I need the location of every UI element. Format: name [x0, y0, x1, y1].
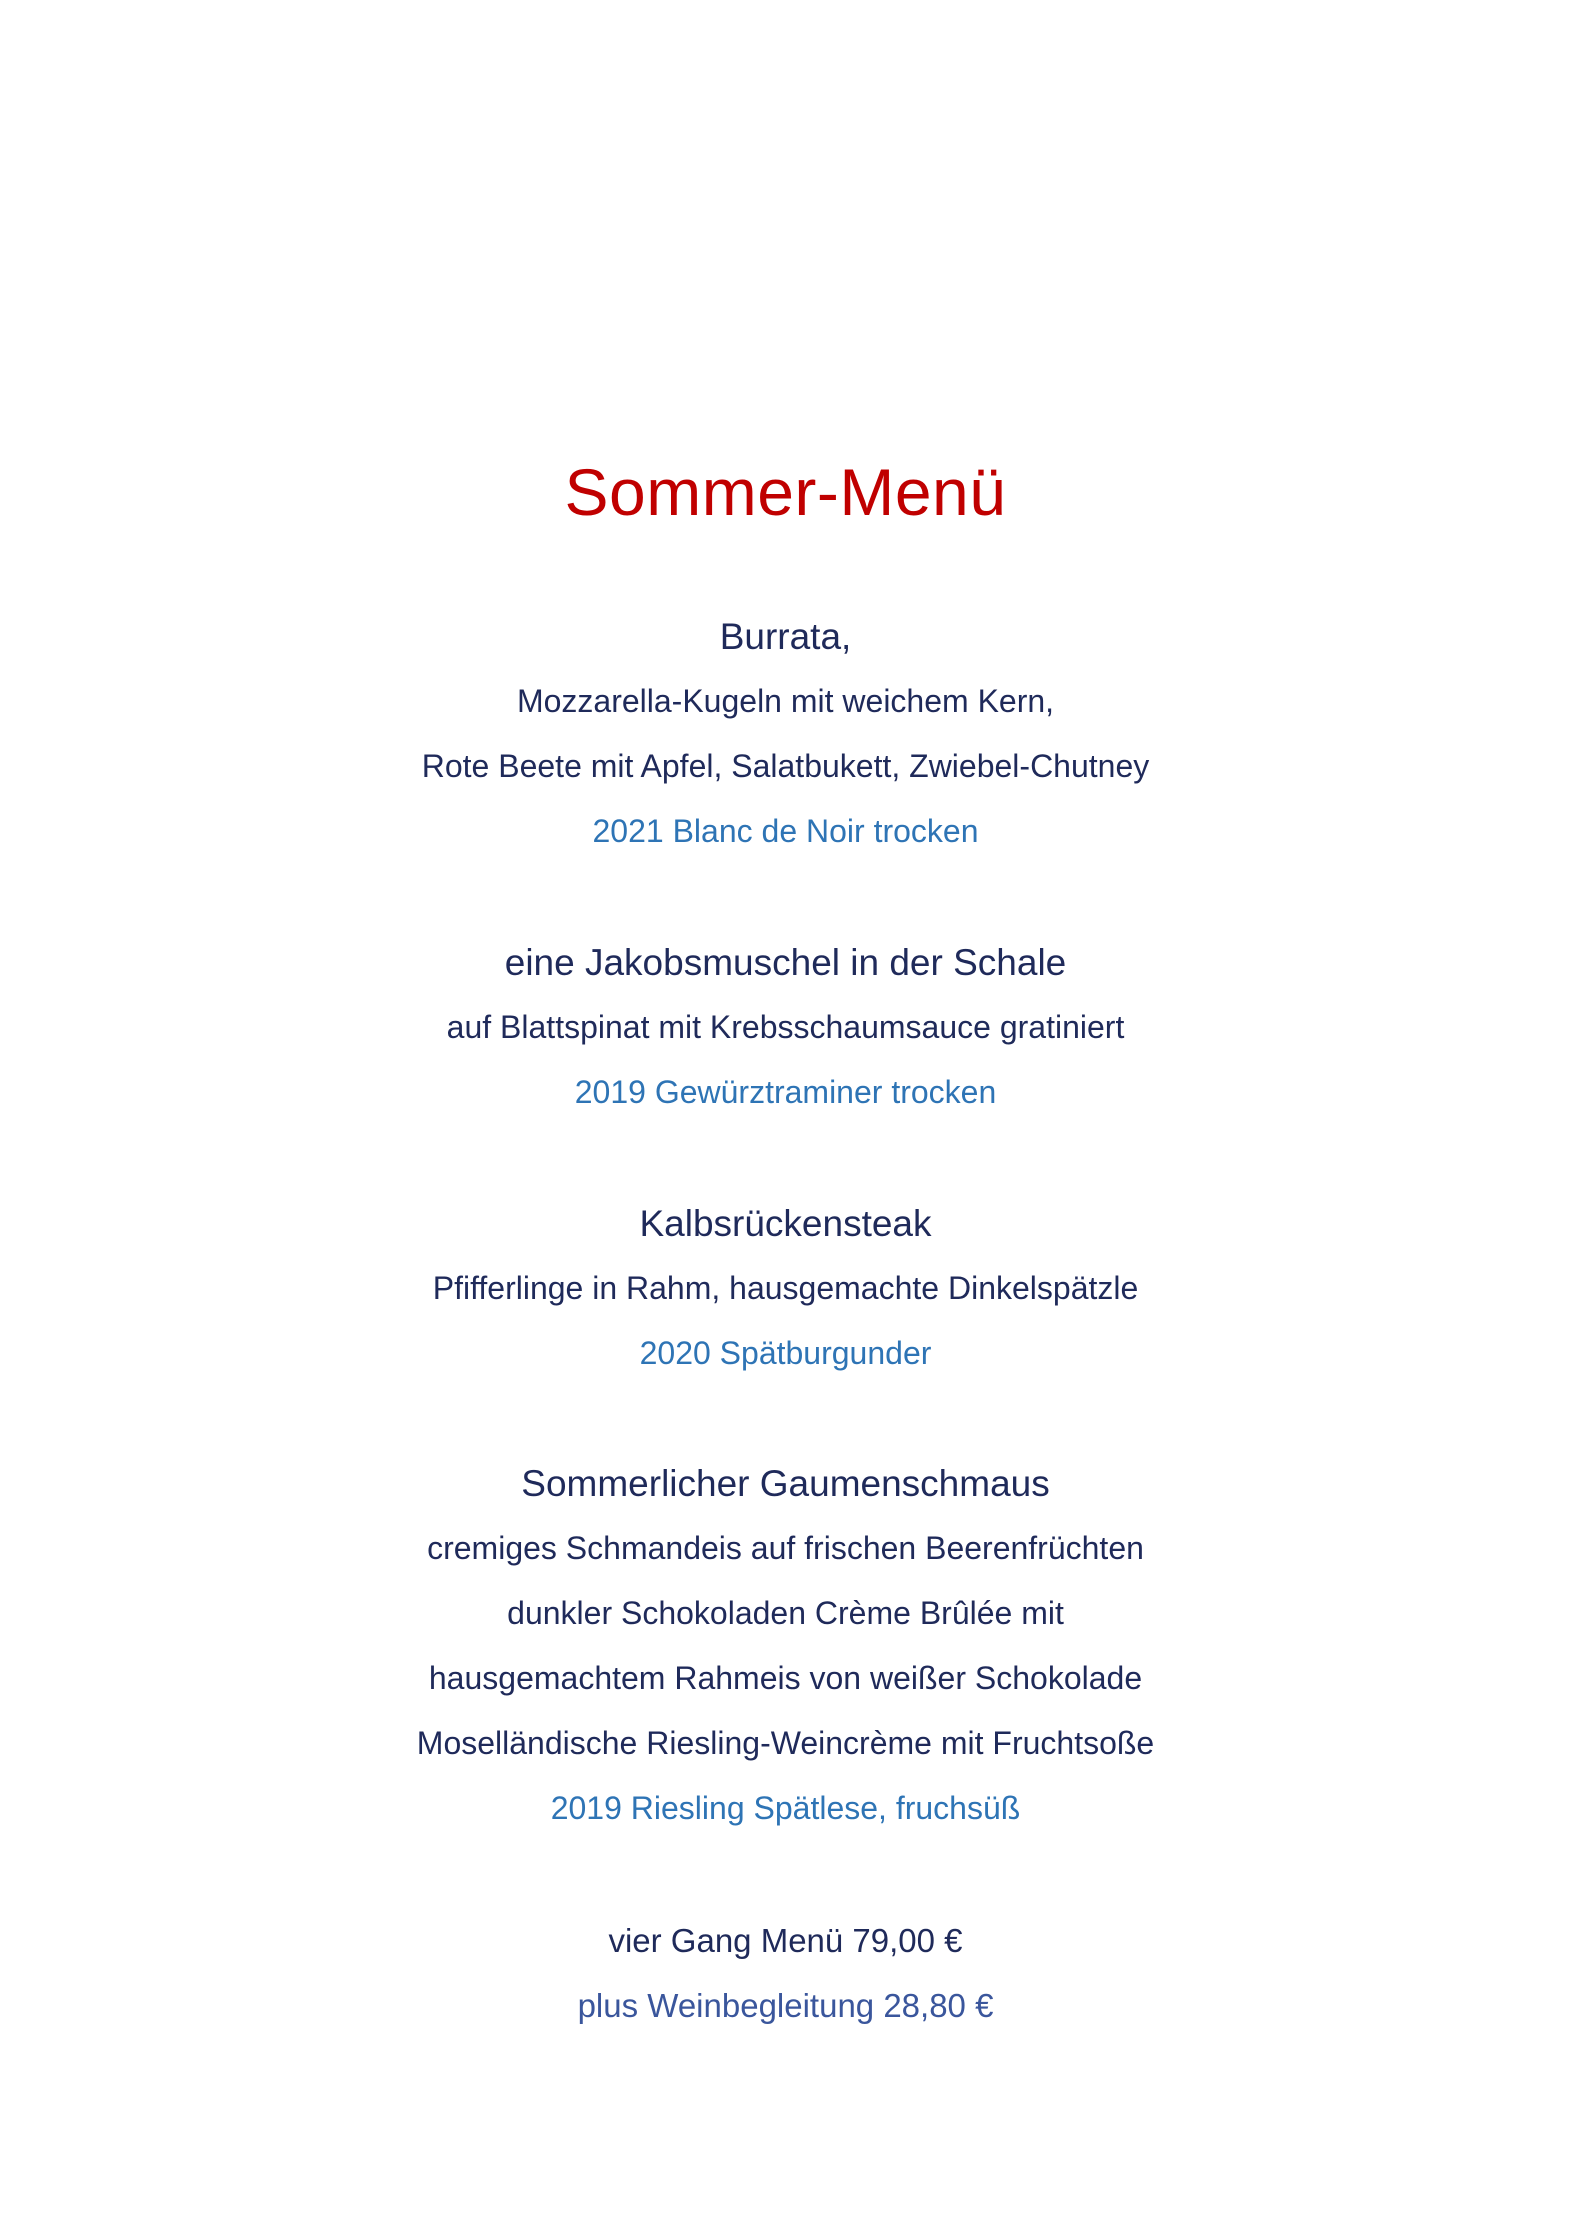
course-1: [0, 604, 1571, 864]
course-wine: 2021 Blanc de Noir trocken: [592, 813, 979, 849]
course-2: [0, 930, 1571, 1125]
course-description: dunkler Schokoladen Crème Brûlée mit: [507, 1595, 1064, 1631]
menu-price: vier Gang Menü 79,00 €: [608, 1922, 963, 1959]
course-description: hausgemachtem Rahmeis von weißer Schokolade: [428, 1660, 1143, 1696]
course-4: [0, 1451, 1571, 1841]
course-wine: 2019 Gewürztraminer trocken: [574, 1074, 997, 1110]
course-description: Moselländische Riesling-Weincrème mit Fruchtsoße: [416, 1725, 1155, 1761]
course-description: Pfifferlinge in Rahm, hausgemachte Dinkelspätzle: [432, 1270, 1139, 1306]
course-description: Rote Beete mit Apfel, Salatbukett, Zwiebel-Chutney: [421, 748, 1150, 784]
course-description: auf Blattspinat mit Krebsschaumsauce gratiniert: [446, 1009, 1125, 1045]
course-wine: 2020 Spätburgunder: [639, 1335, 932, 1371]
course-description: Mozzarella-Kugeln mit weichem Kern,: [516, 683, 1055, 719]
menu-title: Sommer-Menü: [564, 455, 1007, 529]
course-dish: eine Jakobsmuschel in der Schale: [504, 942, 1067, 983]
menu-price-block: [0, 1908, 1571, 2038]
course-wine: 2019 Riesling Spätlese, fruchsüß: [550, 1790, 1021, 1826]
course-3: [0, 1191, 1571, 1386]
course-dish: Burrata,: [719, 616, 852, 657]
course-description: cremiges Schmandeis auf frischen Beerenfrüchten: [427, 1530, 1144, 1566]
course-dish: Kalbsrückensteak: [639, 1203, 932, 1244]
course-dish: Sommerlicher Gaumenschmaus: [521, 1463, 1050, 1504]
wine-pairing-price: plus Weinbegleitung 28,80 €: [577, 1987, 994, 2024]
